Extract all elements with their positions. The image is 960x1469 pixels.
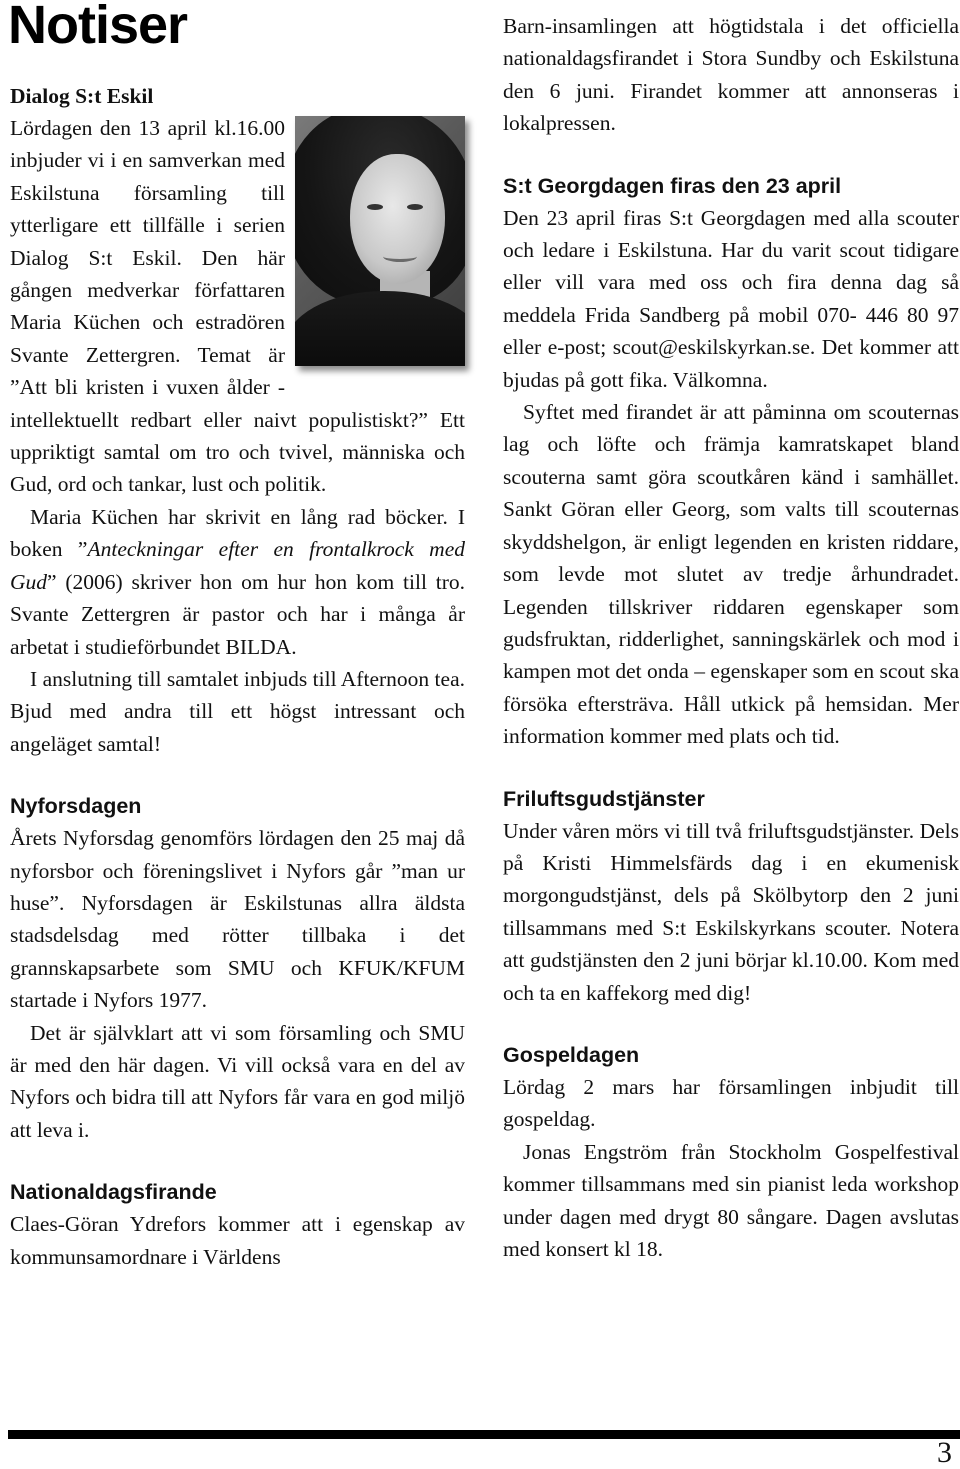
- dialog-paragraph-3: I anslutning till samtalet inbjuds till Afternoon tea. Bjud med andra till ett högst intressant och angeläget samtal!: [10, 666, 465, 756]
- footer-rule: [8, 1430, 960, 1439]
- right-column: [503, 10, 959, 1265]
- page-number: 3: [937, 1436, 952, 1469]
- dialog-heading: Dialog S:t Eskil: [10, 84, 154, 108]
- gospel-paragraph-1: Lördag 2 mars har församlingen inbjudit till gospeldag.: [503, 1074, 959, 1132]
- gospel-heading: Gospeldagen: [503, 1042, 640, 1067]
- left-column: [10, 80, 465, 1273]
- portrait-photo: [295, 116, 465, 366]
- georg-paragraph-2: Syftet med firandet är att påminna om scouternas lag och löfte och främja kamratskapet bland scouterna samt göra scoutkåren känd i samhället. Sankt Göran eller Georg, som valts till scouternas skyddshelgon, är enligt legenden en kristen riddare, som levde mot slutet av tredje århundradet. Legenden tillskriver riddaren egenskaper som gudsfruktan, ridderlighet, sanningskärlek och mod i kampen mot det onda – egenskaper som en scout ska försöka eftersträva. Håll utkick på hemsidan. Mer information kommer med plats och tid.: [503, 400, 959, 749]
- georg-paragraph-1: Den 23 april firas S:t Georgdagen med alla scouter och ledare i Eskilstuna. Har du varit scout tidigare eller vill vara med oss och fira denna dag så meddela Frida Sandberg på mobil 070- 446 80 97 eller e-post; scout@eskilskyrkan.se. Det kommer att bjudas på gott fika. Välkomna.: [503, 205, 959, 392]
- national-heading: Nationaldagsfirande: [10, 1180, 217, 1205]
- georg-heading: S:t Georgdagen firas den 23 april: [503, 173, 842, 198]
- friluft-heading: Friluftsgudstjänster: [503, 786, 705, 811]
- book-title: Anteckningar efter en frontalkrock med Gud: [10, 537, 465, 594]
- page-title: Notiser: [8, 0, 188, 55]
- nyfors-paragraph-1: Årets Nyforsdag genomförs lördagen den 25 maj då nyforsbor och föreningslivet i Nyfors går ”man ur huse”. Nyforsdagen är Eskilstunas allra äldsta stadsdelsdag med rötter tillbaka i det grannskapsarbete som SMU och KFUK/KFUM startade i Nyfors 1977.: [10, 826, 465, 1013]
- gospel-paragraph-2: Jonas Engström från Stockholm Gospelfestival kommer tillsammans med sin pianist leda workshop under dagen med drygt 80 sångare. Dagen avslutas med konsert kl 18.: [503, 1139, 959, 1261]
- nyfors-heading: Nyforsdagen: [10, 794, 142, 819]
- dialog-paragraph-2: Maria Küchen har skrivit en lång rad böcker. I boken ”Anteckningar efter en frontalkrock med Gud” (2006) skriver hon om hur hon kom till tro. Svante Zettergren är pastor och har i många år arbetat i studieförbundet BILDA.: [10, 504, 465, 659]
- nyfors-paragraph-2: Det är självklart att vi som församling och SMU är med den här dagen. Vi vill också vara en del av Nyfors och bidra till att Nyfors får vara en god miljö att leva i.: [10, 1020, 465, 1142]
- national-paragraph-continued: Barn-insamlingen att högtidstala i det officiella nationaldagsfirandet i Stora Sundby och Eskilstuna den 6 juni. Firandet kommer att annonseras i lokalpressen.: [503, 14, 959, 136]
- national-paragraph-1: Claes-Göran Ydrefors kommer att i egenskap av kommunsamordnare i Världens: [10, 1212, 465, 1269]
- dialog-paragraph-1: Lördagen den 13 april kl.16.00 inbjuder vi i en samverkan med Eskilstuna församling till ytterligare ett tillfälle i serien Dialog S:t Eskil. Den här gången medverkar författaren Maria Küchen och estradören Svante Zettergren. Temat är ”Att bli kristen i vuxen ålder - intellektuellt redbart eller naivt populistiskt?” Ett uppriktigt samtal om tro och tvivel, människa och Gud, ord och tankar, lust och politik.: [10, 116, 465, 497]
- friluft-paragraph-1: Under våren mörs vi till två friluftsgudstjänster. Dels på Kristi Himmelsfärds dag i en ekumenisk morgongudstjänst, dels på Skölbytorp den 2 juni tillsammans med S:t Eskilskyrkans scouter. Notera att gudstjänsten den 2 juni börjar kl.10.00. Kom med och ta en kaffekorg med dig!: [503, 818, 959, 1005]
